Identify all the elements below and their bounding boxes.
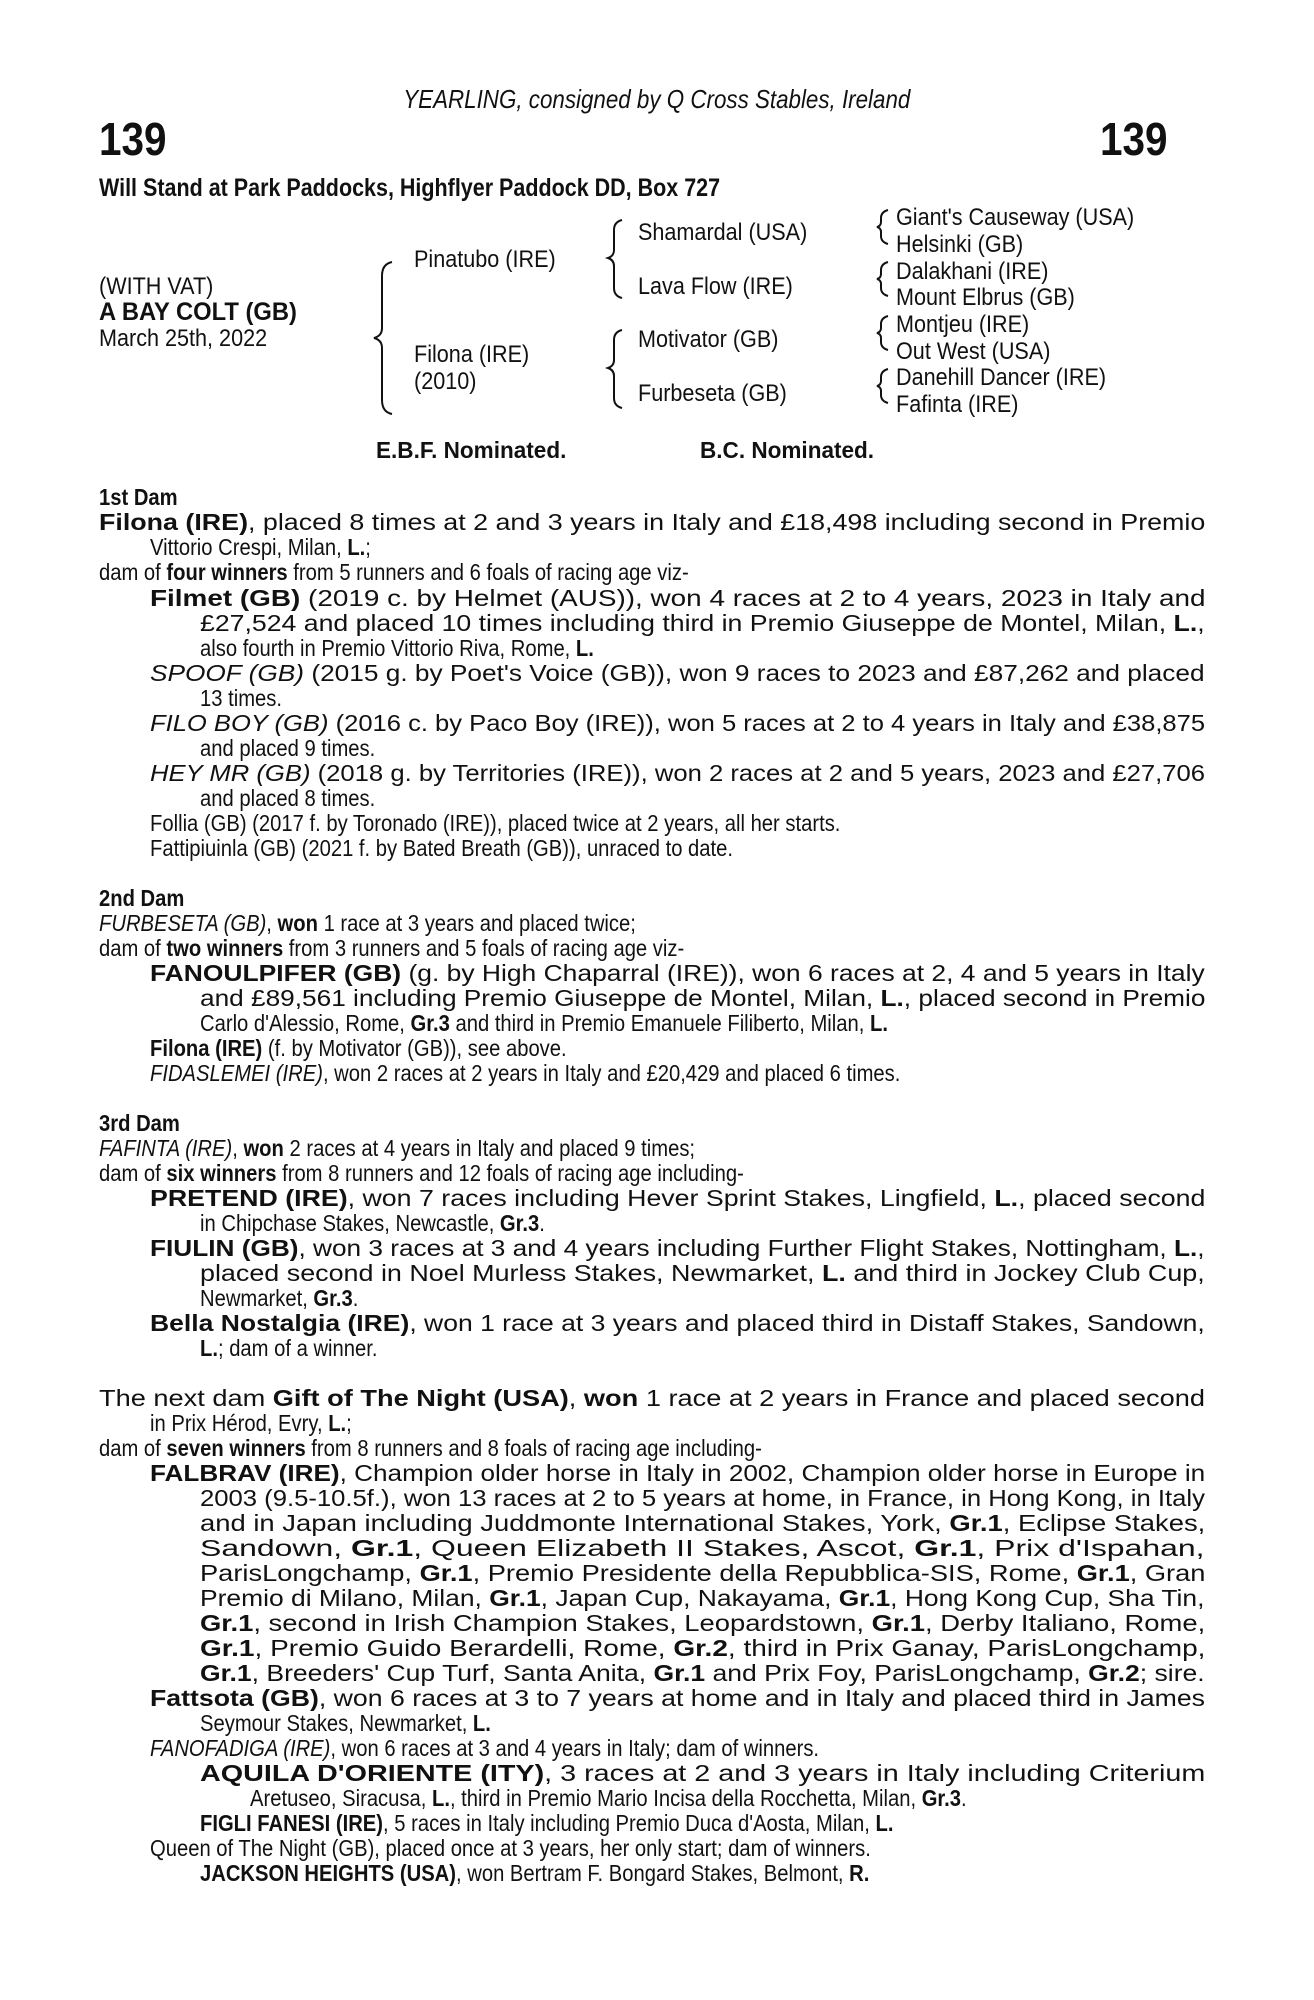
bold-text: L.: [875, 1810, 894, 1836]
section-heading: [99, 886, 1205, 912]
line-text: [150, 1736, 819, 1762]
bold-text: L.: [575, 635, 594, 661]
line-text: [99, 485, 178, 511]
text: , placed second: [1018, 1185, 1206, 1211]
line-text: [200, 1011, 888, 1037]
bold-text: Gr.1: [489, 1585, 541, 1611]
text: Vittorio Crespi, Milan,: [150, 534, 348, 560]
produce-entry: [200, 786, 1205, 812]
dam-dam: Furbeseta (GB): [638, 380, 787, 407]
g3-ancestor: Out West (USA): [896, 338, 1051, 365]
italic-text: SPOOF (GB): [150, 660, 305, 686]
produce-entry: [200, 636, 1205, 662]
produce-entry: [200, 1261, 1205, 1287]
bold-text: PRETEND (IRE): [150, 1185, 348, 1211]
text: dam of: [99, 1160, 167, 1186]
produce-entry: [200, 1336, 1205, 1362]
bold-text: L.: [1173, 1235, 1198, 1261]
text: Premio di Milano, Milan,: [200, 1585, 490, 1611]
text: and third in Premio Emanuele Filiberto, Milan,: [449, 1010, 870, 1036]
text: placed second in Noel Murless Stakes, Newmarket,: [200, 1260, 822, 1286]
bold-text: Gr.1: [200, 1610, 254, 1636]
brace-g3-1: [877, 210, 888, 244]
bold-text: FIULIN (GB): [150, 1235, 299, 1261]
line-text: [200, 1661, 1205, 1687]
text: Newmarket,: [200, 1285, 314, 1311]
text: , Champion older horse in Italy in 2002, Champion older horse in Europe in: [339, 1460, 1206, 1486]
line-text: [150, 1461, 1205, 1487]
line-text: [150, 1311, 1205, 1337]
produce-entry: [150, 1236, 1205, 1262]
bold-text: AQUILA D'ORIENTE (ITY): [200, 1760, 545, 1786]
brace-sire: [608, 220, 622, 298]
produce-entry: [150, 1311, 1205, 1337]
text: and £89,561 including Premio Giuseppe de Montel, Milan,: [200, 985, 881, 1011]
text: ,: [1197, 610, 1205, 636]
text: (2016 c. by Paco Boy (IRE)), won 5 races at 2 to 4 years in Italy and £38,875: [328, 710, 1206, 736]
bold-text: L.: [880, 985, 904, 1011]
line-text: [200, 1861, 869, 1887]
lot-number-right: 139: [1100, 113, 1168, 165]
text: ,: [232, 1135, 244, 1161]
g3-ancestor: Montjeu (IRE): [896, 311, 1030, 338]
produce-entry: [200, 1861, 1205, 1887]
produce-entry: [150, 1736, 1205, 1762]
g3-ancestor: Fafinta (IRE): [896, 391, 1019, 418]
bold-text: Gr.1: [838, 1585, 891, 1611]
brace-g3-3: [877, 316, 888, 350]
g3-ancestor: Dalakhani (IRE): [896, 258, 1049, 285]
text: (g. by High Chaparral (IRE)), won 6 races at 2, 4 and 5 years in Italy: [401, 960, 1205, 986]
produce-entry: [200, 736, 1205, 762]
section-heading: [99, 1111, 1205, 1137]
text: dam of: [99, 935, 167, 961]
section-heading: [99, 485, 1205, 511]
line-text: [150, 811, 840, 837]
bold-text: L.: [347, 534, 366, 560]
sire: Pinatubo (IRE): [414, 246, 556, 273]
brace-main: [374, 262, 392, 414]
line-text: [150, 1061, 900, 1087]
text: , Eclipse Stakes,: [1002, 1510, 1206, 1536]
text: , 5 races in Italy including Premio Duca d'Aosta, Milan,: [383, 1810, 876, 1836]
bold-text: Gr.3: [499, 1210, 540, 1236]
produce-entry: [150, 711, 1205, 737]
text: 13 times.: [200, 685, 282, 711]
text: ,: [568, 1385, 584, 1411]
produce-summary: [99, 560, 1205, 586]
dam-line: [150, 535, 1205, 561]
line-text: [200, 1561, 1205, 1587]
text: ; dam of a winner.: [217, 1335, 378, 1361]
dam-line: [99, 1136, 1205, 1162]
line-text: [200, 1761, 1205, 1787]
line-text: [200, 611, 1205, 637]
text: (f. by Motivator (GB)), see above.: [262, 1035, 567, 1061]
text: , Prix d'Ispahan,: [976, 1535, 1205, 1561]
text: and placed 8 times.: [200, 785, 376, 811]
bold-text: Gr.1: [914, 1535, 977, 1561]
line-text: [150, 1836, 871, 1862]
bold-text: R.: [849, 1860, 870, 1886]
line-text: [99, 936, 684, 962]
line-text: [200, 1211, 545, 1237]
bold-text: 2nd Dam: [99, 885, 185, 911]
bold-text: Filona (IRE): [99, 509, 249, 535]
bold-text: six winners: [166, 1160, 277, 1186]
text: dam of: [99, 1435, 167, 1461]
text: , Premio Presidente della Repubblica-SIS, Rome,: [472, 1560, 1077, 1586]
line-text: [150, 535, 371, 561]
sire-sire: Shamardal (USA): [638, 219, 808, 246]
text: , Premio Guido Berardelli, Rome,: [254, 1635, 674, 1661]
text: , third in Prix Ganay, ParisLongchamp,: [727, 1635, 1206, 1661]
text: Seymour Stakes, Newmarket,: [200, 1710, 473, 1736]
line-text: [200, 1286, 358, 1312]
line-text: [150, 836, 733, 862]
bold-text: Gr.2: [673, 1635, 728, 1661]
text: , Breeders' Cup Turf, Santa Anita,: [251, 1660, 654, 1686]
produce-entry: [200, 1211, 1205, 1237]
line-text: [200, 1261, 1205, 1287]
text: Carlo d'Alessio, Rome,: [200, 1010, 411, 1036]
line-text: [150, 1186, 1205, 1212]
text: , won 2 races at 2 years in Italy and £20,429 and placed 6 times.: [322, 1060, 901, 1086]
produce-entry: [150, 1836, 1205, 1862]
text: and Prix Foy, ParisLongchamp,: [705, 1660, 1089, 1686]
produce-entry: [150, 1036, 1205, 1062]
dam-line: [99, 1386, 1205, 1412]
text: from 8 runners and 12 foals of racing age including-: [276, 1160, 744, 1186]
bc-nomination: B.C. Nominated.: [700, 437, 875, 463]
text: £27,524 and placed 10 times including third in Premio Giuseppe de Montel, Milan,: [200, 610, 1174, 636]
line-text: [200, 1536, 1205, 1562]
bold-text: L.: [821, 1260, 846, 1286]
text: , won 3 races at 3 and 4 years including Further Flight Stakes, Nottingham,: [298, 1235, 1174, 1261]
produce-entry: [200, 611, 1205, 637]
line-text: [200, 1636, 1205, 1662]
bold-text: Gr.3: [313, 1285, 353, 1311]
line-text: [200, 1586, 1204, 1612]
brace-g3-2: [877, 262, 888, 296]
text: 2003 (9.5-10.5f.), won 13 races at 2 to 5 years at home, in France, in Hong Kong, in Italy: [200, 1485, 1205, 1511]
line-text: [150, 1686, 1205, 1712]
italic-text: FAFINTA (IRE): [99, 1135, 233, 1161]
line-text: [200, 736, 375, 762]
text: , Japan Cup, Nakayama,: [540, 1585, 839, 1611]
produce-entry: [150, 1186, 1205, 1212]
bold-text: Gr.3: [410, 1010, 450, 1036]
italic-text: FANOFADIGA (IRE): [150, 1735, 331, 1761]
bold-text: L.: [200, 1335, 218, 1361]
line-text: [250, 1786, 967, 1812]
text: Sandown,: [200, 1535, 352, 1561]
bold-text: 1st Dam: [99, 484, 178, 510]
bold-text: Gr.2: [1088, 1660, 1140, 1686]
text: from 3 runners and 5 foals of racing age viz-: [283, 935, 685, 961]
produce-entry: [200, 986, 1205, 1012]
text: dam of: [99, 559, 167, 585]
bold-text: two winners: [166, 935, 284, 961]
bold-text: Gr.1: [200, 1660, 252, 1686]
bold-text: Fattsota (GB): [150, 1685, 319, 1711]
text: , Hong Kong Cup, Sha Tin,: [890, 1585, 1205, 1611]
produce-summary: [99, 936, 1205, 962]
text: Follia (GB) (2017 f. by Toronado (IRE)), placed twice at 2 years, all her starts.: [150, 810, 841, 836]
produce-entry: [200, 1661, 1205, 1687]
produce-entry: [150, 961, 1205, 987]
line-text: [99, 1386, 1205, 1412]
line-text: [99, 1136, 695, 1162]
produce-entry: [200, 1636, 1205, 1662]
text: (2018 g. by Territories (IRE)), won 2 races at 2 and 5 years, 2023 and £27,706: [310, 760, 1206, 786]
produce-entry: [150, 586, 1205, 612]
produce-entry: [200, 1561, 1205, 1587]
line-text: [200, 1711, 491, 1737]
bold-text: won: [583, 1385, 639, 1411]
line-text: [150, 761, 1205, 787]
text: from 5 runners and 6 foals of racing age viz-: [287, 559, 689, 585]
line-text: [200, 786, 375, 812]
foaling-date: March 25th, 2022: [99, 325, 268, 352]
produce-entry: [200, 1536, 1205, 1562]
bold-text: Filona (IRE): [150, 1035, 263, 1061]
dam-line: [99, 510, 1205, 536]
bold-text: Gr.1: [419, 1560, 473, 1586]
produce-entry: [250, 1786, 1205, 1812]
produce-entry: [150, 761, 1205, 787]
text: Queen of The Night (GB), placed once at 3 years, her only start; dam of winners.: [150, 1835, 871, 1861]
line-text: [99, 1161, 744, 1187]
text: Aretuseo, Siracusa,: [250, 1785, 432, 1811]
text: in Prix Hérod, Evry,: [150, 1410, 329, 1436]
text: The next dam: [99, 1385, 273, 1411]
line-text: [150, 1236, 1205, 1262]
produce-entry: [200, 1761, 1205, 1787]
line-text: [150, 661, 1205, 687]
dam-line: [99, 911, 1205, 937]
text: 2 races at 4 years in Italy and placed 9 times;: [283, 1135, 696, 1161]
line-text: [200, 1511, 1205, 1537]
text: , won Bertram F. Bongard Stakes, Belmont,: [456, 1860, 850, 1886]
bold-text: won: [277, 910, 318, 936]
text: (2019 c. by Helmet (AUS)), won 4 races at 2 to 4 years, 2023 in Italy and: [300, 585, 1206, 611]
produce-entry: [200, 1611, 1205, 1637]
text: in Chipchase Stakes, Newcastle,: [200, 1210, 500, 1236]
text: , 3 races at 2 and 3 years in Italy including Criterium: [544, 1760, 1206, 1786]
bold-text: four winners: [166, 559, 288, 585]
produce-entry: [200, 1011, 1205, 1037]
text: 1 race at 2 years in France and placed second: [638, 1385, 1205, 1411]
line-text: [99, 886, 184, 912]
bold-text: L.: [994, 1185, 1019, 1211]
text: , won 6 races at 3 to 7 years at home and in Italy and placed third in James: [318, 1685, 1205, 1711]
text: Fattipiuinla (GB) (2021 f. by Bated Breath (GB)), unraced to date.: [150, 835, 734, 861]
line-text: [150, 1411, 352, 1437]
line-text: [200, 1336, 377, 1362]
text: and third in Jockey Club Cup,: [845, 1260, 1205, 1286]
line-text: [200, 636, 594, 662]
produce-entry: [150, 1686, 1205, 1712]
bold-text: L.: [869, 1010, 888, 1036]
text: 1 race at 3 years and placed twice;: [317, 910, 636, 936]
g3-ancestor: Mount Elbrus (GB): [896, 284, 1075, 311]
g3-ancestor: Helsinki (GB): [896, 231, 1024, 258]
produce-entry: [150, 1061, 1205, 1087]
bold-text: Bella Nostalgia (IRE): [150, 1310, 410, 1336]
g3-ancestor: Giant's Causeway (USA): [896, 204, 1135, 231]
text: from 8 runners and 8 foals of racing age including-: [305, 1435, 762, 1461]
bold-text: Gr.1: [653, 1660, 706, 1686]
line-text: [99, 911, 636, 937]
dam: Filona (IRE): [414, 341, 530, 368]
bold-text: Gr.1: [200, 1635, 255, 1661]
dam-year: (2010): [414, 368, 477, 395]
produce-entry: [200, 1286, 1205, 1312]
produce-entry: [200, 686, 1205, 712]
line-text: [99, 1436, 762, 1462]
bold-text: Gr.1: [949, 1510, 1003, 1536]
consignor-text: YEARLING, consigned by Q Cross Stables, Ireland: [403, 84, 911, 114]
bold-text: FANOULPIFER (GB): [150, 960, 402, 986]
text: , won 6 races at 3 and 4 years in Italy; dam of winners.: [330, 1735, 820, 1761]
bold-text: Gr.1: [871, 1610, 925, 1636]
text: .: [352, 1285, 359, 1311]
text: ;: [346, 1410, 352, 1436]
line-text: [150, 586, 1206, 612]
text: ; sire.: [1139, 1660, 1205, 1686]
produce-entry: [200, 1486, 1205, 1512]
produce-entry: [150, 811, 1205, 837]
line-text: [99, 510, 1205, 536]
produce-summary: [99, 1436, 1205, 1462]
text: , Queen Elizabeth II Stakes, Ascot,: [413, 1535, 915, 1561]
italic-text: FIDASLEMEI (IRE): [150, 1060, 323, 1086]
stand-location: Will Stand at Park Paddocks, Highflyer Paddock DD, Box 727: [99, 174, 721, 202]
text: , Derby Italiano, Rome,: [924, 1610, 1206, 1636]
bold-text: FALBRAV (IRE): [150, 1460, 340, 1486]
produce-entry: [150, 661, 1205, 687]
produce-entry: [200, 1586, 1205, 1612]
line-text: [200, 1811, 893, 1837]
produce-entry: [200, 1811, 1205, 1837]
bold-text: Filmet (GB): [150, 585, 301, 611]
bold-text: Gift of The Night (USA): [272, 1385, 569, 1411]
g3-ancestor: Danehill Dancer (IRE): [896, 364, 1107, 391]
brace-g3-4: [877, 369, 888, 403]
bold-text: FIGLI FANESI (IRE): [200, 1810, 384, 1836]
brace-dam: [608, 330, 622, 408]
bold-text: JACKSON HEIGHTS (USA): [200, 1860, 457, 1886]
line-text: [200, 686, 282, 712]
ebf-nomination: E.B.F. Nominated.: [376, 437, 567, 463]
text: .: [539, 1210, 545, 1236]
vat-label: (WITH VAT): [99, 273, 214, 300]
produce-entry: [150, 1461, 1205, 1487]
bold-text: L.: [1173, 610, 1198, 636]
text: , won 1 race at 3 years and placed third in Distaff Stakes, Sandown,: [409, 1310, 1205, 1336]
line-text: [200, 986, 1205, 1012]
line-text: [150, 1036, 567, 1062]
text: , placed 8 times at 2 and 3 years in Italy and £18,498 including second in Premio: [248, 509, 1206, 535]
produce-summary: [99, 1161, 1205, 1187]
bold-text: 3rd Dam: [99, 1110, 180, 1136]
bold-text: seven winners: [166, 1435, 306, 1461]
text: , third in Premio Mario Incisa della Rocchetta, Milan,: [449, 1785, 922, 1811]
line-text: [150, 961, 1205, 987]
bold-text: Gr.3: [921, 1785, 962, 1811]
text: ;: [365, 534, 371, 560]
produce-entry: [150, 836, 1205, 862]
produce-entry: [200, 1511, 1205, 1537]
italic-text: FILO BOY (GB): [150, 710, 329, 736]
dam-sire: Motivator (GB): [638, 326, 779, 353]
text: , second in Irish Champion Stakes, Leopardstown,: [253, 1610, 872, 1636]
bold-text: L.: [431, 1785, 450, 1811]
text: also fourth in Premio Vittorio Riva, Rome,: [200, 635, 576, 661]
dam-line: [150, 1411, 1205, 1437]
bold-text: won: [243, 1135, 284, 1161]
text: and placed 9 times.: [200, 735, 376, 761]
line-text: [99, 560, 689, 586]
text: and in Japan including Juddmonte International Stakes, York,: [200, 1510, 950, 1536]
bold-text: Gr.1: [351, 1535, 414, 1561]
bold-text: L.: [472, 1710, 491, 1736]
bold-text: Gr.1: [1076, 1560, 1130, 1586]
text: , placed second in Premio: [903, 985, 1206, 1011]
sire-dam: Lava Flow (IRE): [638, 273, 793, 300]
line-text: [200, 1611, 1205, 1637]
line-text: [150, 711, 1205, 737]
text: .: [961, 1785, 967, 1811]
produce-entry: [200, 1711, 1205, 1737]
text: (2015 g. by Poet's Voice (GB)), won 9 races to 2023 and £87,262 and placed: [304, 660, 1205, 686]
text: ,: [1197, 1235, 1205, 1261]
text: , won 7 races including Hever Sprint Stakes, Lingfield,: [347, 1185, 995, 1211]
lot-number-left: 139: [99, 113, 167, 165]
italic-text: HEY MR (GB): [150, 760, 311, 786]
text: ParisLongchamp,: [200, 1560, 420, 1586]
text: ,: [266, 910, 278, 936]
line-text: [99, 1111, 180, 1137]
horse-name: A BAY COLT (GB): [99, 298, 297, 326]
italic-text: FURBESETA (GB): [99, 910, 267, 936]
text: , Gran: [1129, 1560, 1206, 1586]
line-text: [200, 1486, 1205, 1512]
bold-text: L.: [328, 1410, 347, 1436]
